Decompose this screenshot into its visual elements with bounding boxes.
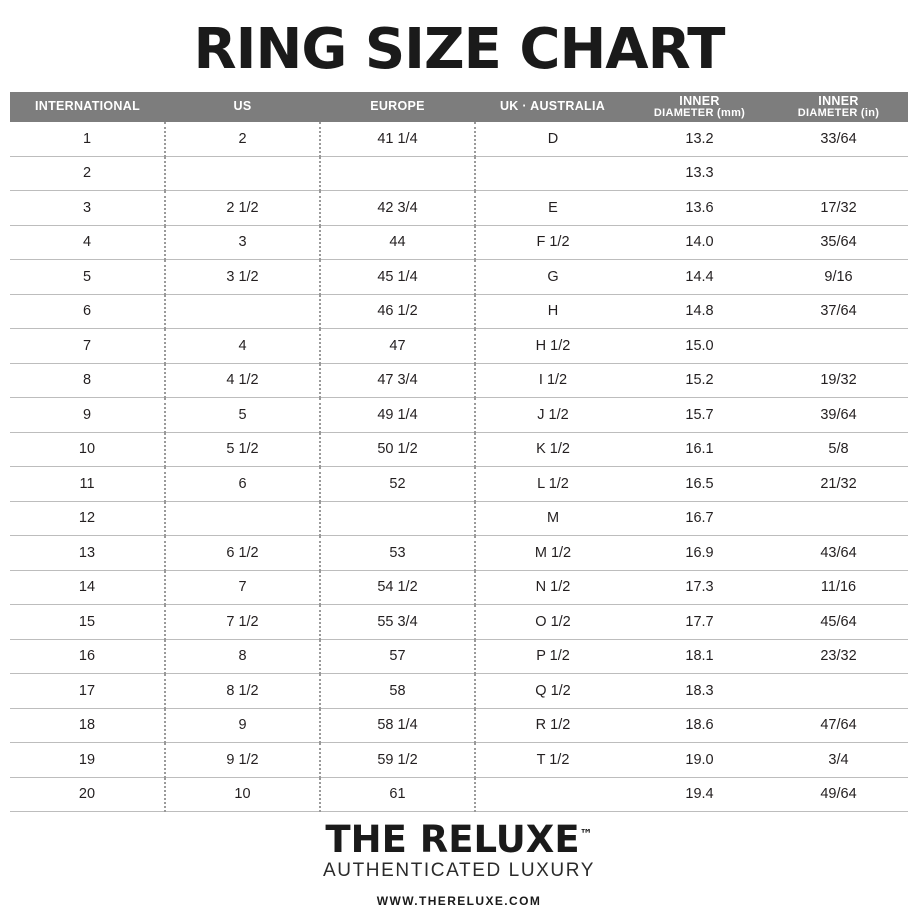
table-cell — [165, 501, 320, 536]
table-cell: Q 1/2 — [475, 674, 630, 709]
table-cell: H — [475, 294, 630, 329]
table-row — [10, 536, 908, 571]
table-cell: P 1/2 — [475, 639, 630, 674]
table-cell — [165, 294, 320, 329]
table-cell: 61 — [320, 777, 475, 812]
table-row — [10, 191, 908, 226]
column-header-label: US — [233, 99, 252, 114]
table-cell: 9 — [165, 708, 320, 743]
page-title: RING SIZE CHART — [193, 17, 725, 82]
table-cell: 37/64 — [769, 294, 908, 329]
table-cell: 49/64 — [769, 777, 908, 812]
table-row — [10, 398, 908, 433]
table-cell: 7 — [10, 329, 165, 364]
table-row — [10, 501, 908, 536]
table-cell — [769, 501, 908, 536]
ring-size-table — [10, 92, 908, 812]
table-cell: 8 1/2 — [165, 674, 320, 709]
table-cell: 49 1/4 — [320, 398, 475, 433]
table-cell: T 1/2 — [475, 743, 630, 778]
table-cell: F 1/2 — [475, 225, 630, 260]
table-cell — [475, 777, 630, 812]
table-cell: 58 1/4 — [320, 708, 475, 743]
table-cell: 18.6 — [630, 708, 769, 743]
table-cell: 5 — [10, 260, 165, 295]
table-cell: 17 — [10, 674, 165, 709]
column-header-us — [165, 92, 320, 122]
table-cell: 4 1/2 — [165, 363, 320, 398]
table-body — [10, 122, 908, 812]
table-cell: 17/32 — [769, 191, 908, 226]
table-cell: 2 — [165, 122, 320, 156]
table-cell: 3 — [165, 225, 320, 260]
table-cell: M 1/2 — [475, 536, 630, 571]
table-cell: 10 — [165, 777, 320, 812]
table-row — [10, 432, 908, 467]
column-header-sublabel: DIAMETER (mm) — [653, 106, 746, 119]
table-cell: 15 — [10, 605, 165, 640]
table-row — [10, 570, 908, 605]
column-header-sublabel: DIAMETER (in) — [797, 106, 880, 119]
table-cell: 43/64 — [769, 536, 908, 571]
column-header-inner-diameter-mm — [630, 92, 769, 122]
table-cell: 15.2 — [630, 363, 769, 398]
table-cell: 12 — [10, 501, 165, 536]
table-row — [10, 329, 908, 364]
table-cell: I 1/2 — [475, 363, 630, 398]
table-cell: 19 — [10, 743, 165, 778]
table-cell: 14 — [10, 570, 165, 605]
table-header-row — [10, 92, 908, 122]
table-cell: R 1/2 — [475, 708, 630, 743]
table-cell: 4 — [165, 329, 320, 364]
table-cell: 35/64 — [769, 225, 908, 260]
table-cell — [320, 156, 475, 191]
table-cell: 16 — [10, 639, 165, 674]
table-cell: 15.7 — [630, 398, 769, 433]
brand-name — [325, 818, 593, 861]
table-cell: 11 — [10, 467, 165, 502]
table-cell: 53 — [320, 536, 475, 571]
table-cell: 8 — [10, 363, 165, 398]
table-cell: 21/32 — [769, 467, 908, 502]
table-row — [10, 260, 908, 295]
table-cell — [165, 156, 320, 191]
table-cell: 20 — [10, 777, 165, 812]
table-cell: 46 1/2 — [320, 294, 475, 329]
table-cell: 18.1 — [630, 639, 769, 674]
table-cell: 3 1/2 — [165, 260, 320, 295]
table-row — [10, 467, 908, 502]
table-cell: 5 1/2 — [165, 432, 320, 467]
table-cell: 6 — [165, 467, 320, 502]
table-cell: 52 — [320, 467, 475, 502]
table-cell: 14.8 — [630, 294, 769, 329]
table-cell: 14.4 — [630, 260, 769, 295]
table-cell: 47/64 — [769, 708, 908, 743]
table-cell: 23/32 — [769, 639, 908, 674]
table-cell: 9 — [10, 398, 165, 433]
table-cell: 58 — [320, 674, 475, 709]
column-header-inner-diameter-in — [769, 92, 908, 122]
table-cell — [320, 501, 475, 536]
table-cell: G — [475, 260, 630, 295]
table-cell: 4 — [10, 225, 165, 260]
table-cell — [769, 329, 908, 364]
table-cell: 2 1/2 — [165, 191, 320, 226]
table-row — [10, 674, 908, 709]
table-cell: 54 1/2 — [320, 570, 475, 605]
table-cell — [475, 156, 630, 191]
brand-website[interactable]: WWW.THERELUXE.COM — [376, 894, 542, 908]
column-header-uk-australia — [475, 92, 630, 122]
column-header-label: EUROPE — [370, 99, 425, 114]
table-cell: 7 — [165, 570, 320, 605]
table-row — [10, 363, 908, 398]
table-cell: 55 3/4 — [320, 605, 475, 640]
brand-tagline: AUTHENTICATED LUXURY — [323, 860, 595, 881]
table-row — [10, 225, 908, 260]
table-row — [10, 605, 908, 640]
table-cell: 17.7 — [630, 605, 769, 640]
table-cell: 19/32 — [769, 363, 908, 398]
table-row — [10, 122, 908, 156]
table-cell: 3/4 — [769, 743, 908, 778]
table-cell: 9/16 — [769, 260, 908, 295]
table-cell: 44 — [320, 225, 475, 260]
table-header — [10, 92, 908, 122]
table-cell: 39/64 — [769, 398, 908, 433]
column-header-label: INTERNATIONAL — [34, 99, 141, 114]
table-cell: 7 1/2 — [165, 605, 320, 640]
table-cell: O 1/2 — [475, 605, 630, 640]
table-cell: 13.6 — [630, 191, 769, 226]
table-cell: 14.0 — [630, 225, 769, 260]
table-row — [10, 294, 908, 329]
column-header-europe — [320, 92, 475, 122]
table-row — [10, 743, 908, 778]
table-row — [10, 708, 908, 743]
column-header-international — [10, 92, 165, 122]
table-cell: 57 — [320, 639, 475, 674]
table-cell: 45/64 — [769, 605, 908, 640]
table-cell: 1 — [10, 122, 165, 156]
table-cell: 47 3/4 — [320, 363, 475, 398]
table-cell: 10 — [10, 432, 165, 467]
table-cell: 13 — [10, 536, 165, 571]
table-cell: 15.0 — [630, 329, 769, 364]
table-cell — [769, 156, 908, 191]
table-cell: M — [475, 501, 630, 536]
table-cell: H 1/2 — [475, 329, 630, 364]
table-cell: 18 — [10, 708, 165, 743]
column-header-label: INNER — [679, 93, 720, 108]
table-cell: 47 — [320, 329, 475, 364]
table-cell: N 1/2 — [475, 570, 630, 605]
table-cell: 59 1/2 — [320, 743, 475, 778]
table-cell: L 1/2 — [475, 467, 630, 502]
table-cell: 16.1 — [630, 432, 769, 467]
table-cell: J 1/2 — [475, 398, 630, 433]
column-header-label: UK · AUSTRALIA — [499, 99, 606, 114]
table-cell: 45 1/4 — [320, 260, 475, 295]
table-row — [10, 639, 908, 674]
table-row — [10, 156, 908, 191]
table-cell: 5 — [165, 398, 320, 433]
table-cell: 5/8 — [769, 432, 908, 467]
table-cell — [769, 674, 908, 709]
brand-text: THE RELUXE — [325, 818, 580, 861]
trademark-symbol: ™ — [579, 827, 593, 843]
table-cell: 19.0 — [630, 743, 769, 778]
table-cell: 6 1/2 — [165, 536, 320, 571]
table-cell: K 1/2 — [475, 432, 630, 467]
table-cell: 33/64 — [769, 122, 908, 156]
table-row — [10, 777, 908, 812]
table-cell: 42 3/4 — [320, 191, 475, 226]
table-cell: 16.5 — [630, 467, 769, 502]
table-cell: 41 1/4 — [320, 122, 475, 156]
table-cell: 11/16 — [769, 570, 908, 605]
table-cell: D — [475, 122, 630, 156]
table-cell: 8 — [165, 639, 320, 674]
column-header-label: INNER — [818, 93, 859, 108]
table-cell: 16.9 — [630, 536, 769, 571]
table-cell: E — [475, 191, 630, 226]
table-cell: 9 1/2 — [165, 743, 320, 778]
footer — [10, 815, 908, 918]
table-cell: 13.2 — [630, 122, 769, 156]
table-cell: 6 — [10, 294, 165, 329]
table-cell: 50 1/2 — [320, 432, 475, 467]
table-cell: 18.3 — [630, 674, 769, 709]
table-cell: 16.7 — [630, 501, 769, 536]
table-cell: 13.3 — [630, 156, 769, 191]
table-cell: 3 — [10, 191, 165, 226]
table-cell: 17.3 — [630, 570, 769, 605]
table-cell: 2 — [10, 156, 165, 191]
table-cell: 19.4 — [630, 777, 769, 812]
